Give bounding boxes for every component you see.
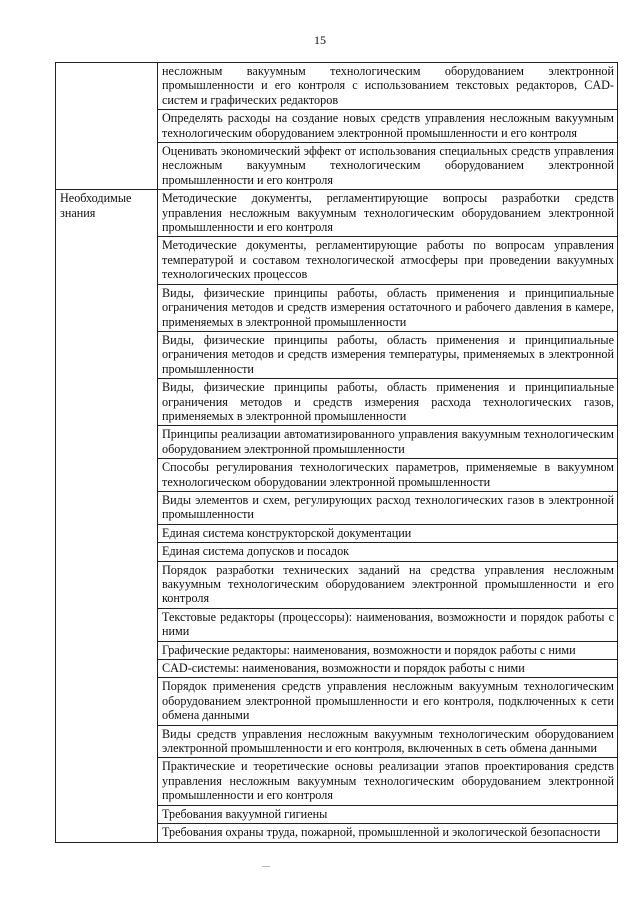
requirement-cell: несложным вакуумным технологическим оборудованием электронной промышленности и его контроля с использованием текстовых редакторов, CAD-систем и графических редакторов: [158, 63, 618, 110]
requirement-cell: Графические редакторы: наименования, возможности и порядок работы с ними: [158, 641, 618, 659]
requirement-cell: Порядок применения средств управления несложным вакуумным технологическим оборудованием электронной промышленности и его контроля, подключенных к сети обмена данными: [158, 678, 618, 725]
requirement-cell: Текстовые редакторы (процессоры): наименования, возможности и порядок работы с ними: [158, 608, 618, 641]
requirement-cell: Методические документы, регламентирующие вопросы разработки средств управления несложным вакуумным технологическим оборудованием электронной промышленности и его контроля: [158, 190, 618, 237]
requirements-table-body: [56, 63, 618, 843]
requirement-cell: Требования вакуумной гигиены: [158, 805, 618, 823]
section-label-empty-cell: [56, 63, 158, 190]
requirement-cell: Определять расходы на создание новых средств управления несложным вакуумным технологическим оборудованием электронной промышленности и его контроля: [158, 110, 618, 143]
requirements-table: [55, 62, 618, 843]
table-row: [56, 190, 618, 237]
requirement-cell: Виды, физические принципы работы, область применения и принципиальные ограничения методов и средств измерения расхода технологических газов, применяемых в электронной промышленности: [158, 379, 618, 426]
section-label: Необходимые знания: [60, 191, 132, 220]
requirement-cell: Порядок разработки технических заданий на средства управления несложным вакуумным технологическим оборудованием электронной промышленности и его контроля: [158, 561, 618, 608]
requirement-cell: CAD-системы: наименования, возможности и порядок работы с ними: [158, 660, 618, 678]
requirement-cell: Виды, физические принципы работы, область применения и принципиальные ограничения методов и средств измерения остаточного и рабочего давления в камере, применяемых в электронной промышленности: [158, 284, 618, 331]
requirement-cell: Практические и теоретические основы реализации этапов проектирования средств управления несложным вакуумным технологическим оборудованием электронной промышленности и его контроля: [158, 758, 618, 805]
requirement-cell: Виды элементов и схем, регулирующих расход технологических газов в электронной промышленности: [158, 491, 618, 524]
page-number: 15: [314, 33, 326, 47]
requirement-cell: Виды, физические принципы работы, область применения и принципиальные ограничения методов и средств измерения температуры, применяемых в электронной промышленности: [158, 331, 618, 378]
requirement-cell: Способы регулирования технологических параметров, применяемые в вакуумном технологическом оборудовании электронной промышленности: [158, 459, 618, 492]
scan-artifact-mark: [262, 866, 270, 867]
requirement-cell: Оценивать экономический эффект от использования специальных средств управления несложным вакуумным технологическим оборудованием электронной промышленности и его контроля: [158, 143, 618, 190]
section-label-cell: [56, 190, 158, 842]
requirement-cell: Единая система конструкторской документации: [158, 524, 618, 542]
table-row: [56, 63, 618, 110]
requirement-cell: Виды средств управления несложным вакуумным технологическим оборудованием электронной промышленности и его контроля, включенных в сеть обмена данными: [158, 725, 618, 758]
requirement-cell: Методические документы, регламентирующие работы по вопросам управления температурой и составом технологической атмосферы при проведении вакуумных технологических процессов: [158, 237, 618, 284]
requirement-cell: Единая система допусков и посадок: [158, 543, 618, 561]
requirement-cell: Требования охраны труда, пожарной, промышленной и экологической безопасности: [158, 824, 618, 842]
requirement-cell: Принципы реализации автоматизированного управления вакуумным технологическим оборудованием электронной промышленности: [158, 426, 618, 459]
